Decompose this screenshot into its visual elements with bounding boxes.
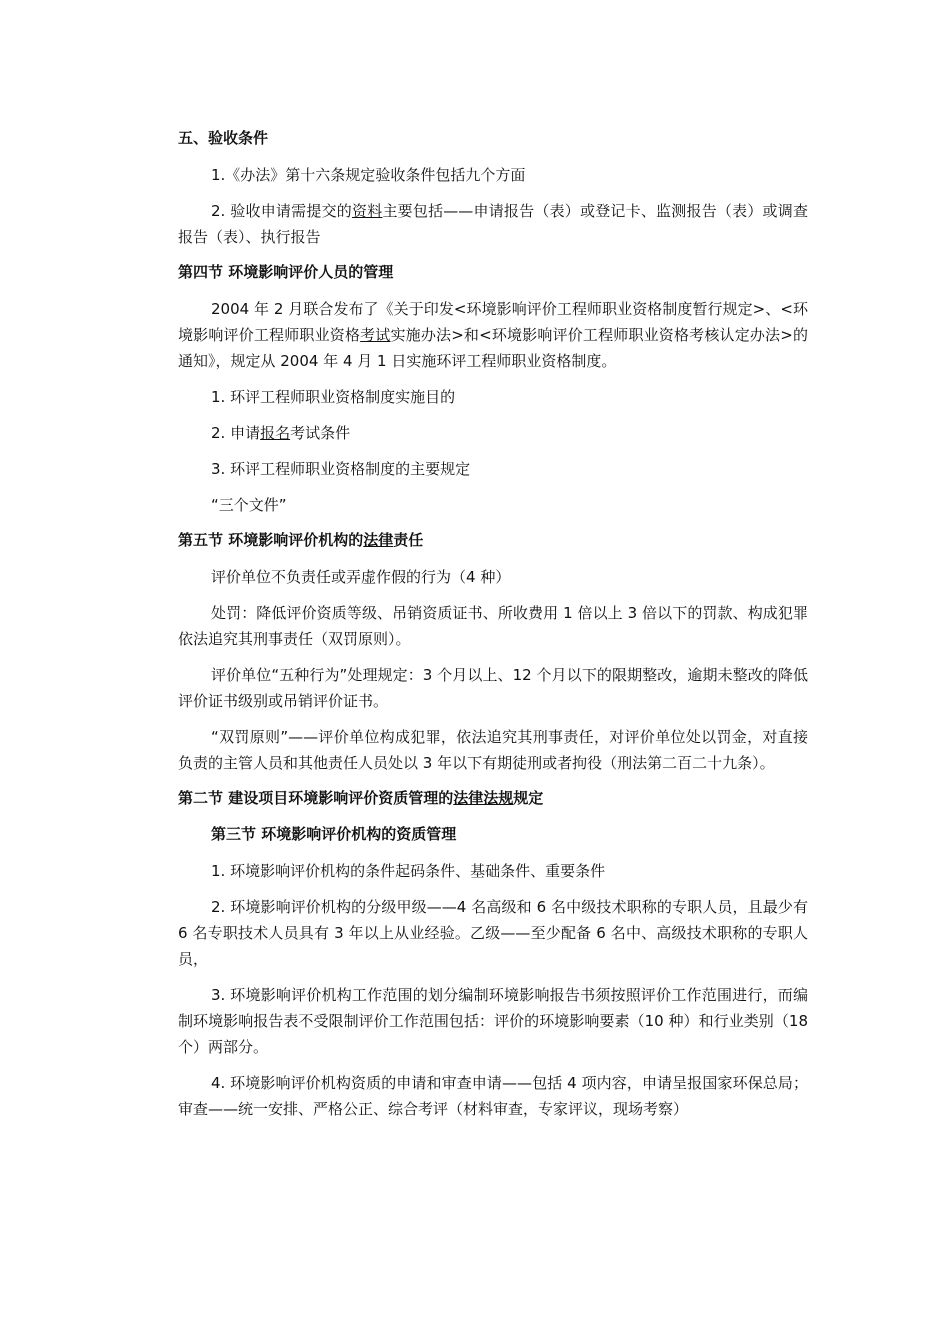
paragraph — [178, 858, 808, 884]
text: 评价单位不负责任或弄虚作假的行为（4 种） — [211, 568, 511, 586]
text: 处罚：降低评价资质等级、吊销资质证书、所收费用 1 倍以上 3 倍以下的罚款、构成犯罪依法追究其刑事责任（双罚原则）。 — [178, 604, 808, 648]
text: 责任 — [393, 531, 424, 549]
text: 第二节 建设项目环境影响评价资质管理的 — [178, 789, 454, 807]
paragraph — [178, 456, 808, 482]
link-registration[interactable]: 报名 — [260, 424, 291, 442]
text: 2. 环境影响评价机构的分级甲级——4 名高级和 6 名中级技术职称的专职人员，且最少有 6 名专职技术人员具有 3 年以上从业经验。乙级——至少配备 6 名中、高级技术职称的专职人员， — [178, 898, 808, 968]
paragraph — [178, 662, 808, 714]
text: 1.《办法》第十六条规定验收条件包括九个方面 — [211, 166, 526, 184]
text: 1. 环境影响评价机构的条件起码条件、基础条件、重要条件 — [211, 862, 606, 880]
text: 规定 — [513, 789, 544, 807]
paragraph — [178, 564, 808, 590]
paragraph — [178, 1070, 808, 1122]
paragraph — [178, 384, 808, 410]
link-laws-regulations[interactable]: 法律法规 — [453, 789, 514, 807]
paragraph — [178, 420, 808, 446]
paragraph — [178, 198, 808, 250]
paragraph — [178, 894, 808, 972]
link-law[interactable]: 法律 — [363, 531, 394, 549]
text: 第五节 环境影响评价机构的 — [178, 531, 364, 549]
heading-section-4: 第四节 环境影响评价人员的管理 — [178, 263, 394, 281]
text: 评价单位“五种行为”处理规定：3 个月以上、12 个月以下的限期整改，逾期未整改的降低评价证书级别或吊销评价证书。 — [178, 666, 808, 710]
link-materials[interactable]: 资料 — [352, 202, 383, 220]
text: “双罚原则”——评价单位构成犯罪，依法追究其刑事责任，对评价单位处以罚金，对直接负责的主管人员和其他责任人员处以 3 年以下有期徒刑或者拘役（刑法第二百二十九条）。 — [178, 728, 808, 772]
heading-acceptance-conditions: 五、验收条件 — [178, 129, 269, 147]
text: “三个文件” — [211, 496, 287, 514]
paragraph — [178, 724, 808, 776]
text: 2. 验收申请需提交的 — [211, 202, 352, 220]
text: 考试条件 — [290, 424, 351, 442]
paragraph — [178, 600, 808, 652]
text: 4. 环境影响评价机构资质的申请和审查申请——包括 4 项内容，申请呈报国家环保总局；审查——统一安排、严格公正、综合考评（材料审查，专家评议，现场考察） — [178, 1074, 808, 1118]
paragraph — [178, 492, 808, 518]
paragraph — [178, 296, 808, 374]
text: 2004 年 2 月联合发布了《关于印发<环境影响评价工程师职业资格制度暂行规定>、<环境影响评价工程师职业资格 — [178, 300, 808, 344]
paragraph — [178, 162, 808, 188]
heading-section-2 — [178, 786, 808, 810]
heading-section-3: 第三节 环境影响评价机构的资质管理 — [211, 825, 457, 843]
text: 3. 环评工程师职业资格制度的主要规定 — [211, 460, 471, 478]
heading-section-5 — [178, 528, 808, 552]
text: 实施办法>和<环境影响评价工程师职业资格考核认定办法>的通知》，规定从 2004 年 4 月 1 日实施环评工程师职业资格制度。 — [178, 326, 808, 370]
link-exam[interactable]: 考试 — [360, 326, 391, 344]
document-page — [178, 126, 808, 1132]
text: 3. 环境影响评价机构工作范围的划分编制环境影响报告书须按照评价工作范围进行，而编制环境影响报告表不受限制评价工作范围包括：评价的环境影响要素（10 种）和行业类别（18 个）两部分。 — [178, 986, 808, 1056]
text: 1. 环评工程师职业资格制度实施目的 — [211, 388, 456, 406]
text: 主要包括——申请报告（表）或登记卡、监测报告（表）或调查报告（表）、执行报告 — [178, 202, 808, 246]
text: 2. 申请 — [211, 424, 261, 442]
paragraph — [178, 982, 808, 1060]
